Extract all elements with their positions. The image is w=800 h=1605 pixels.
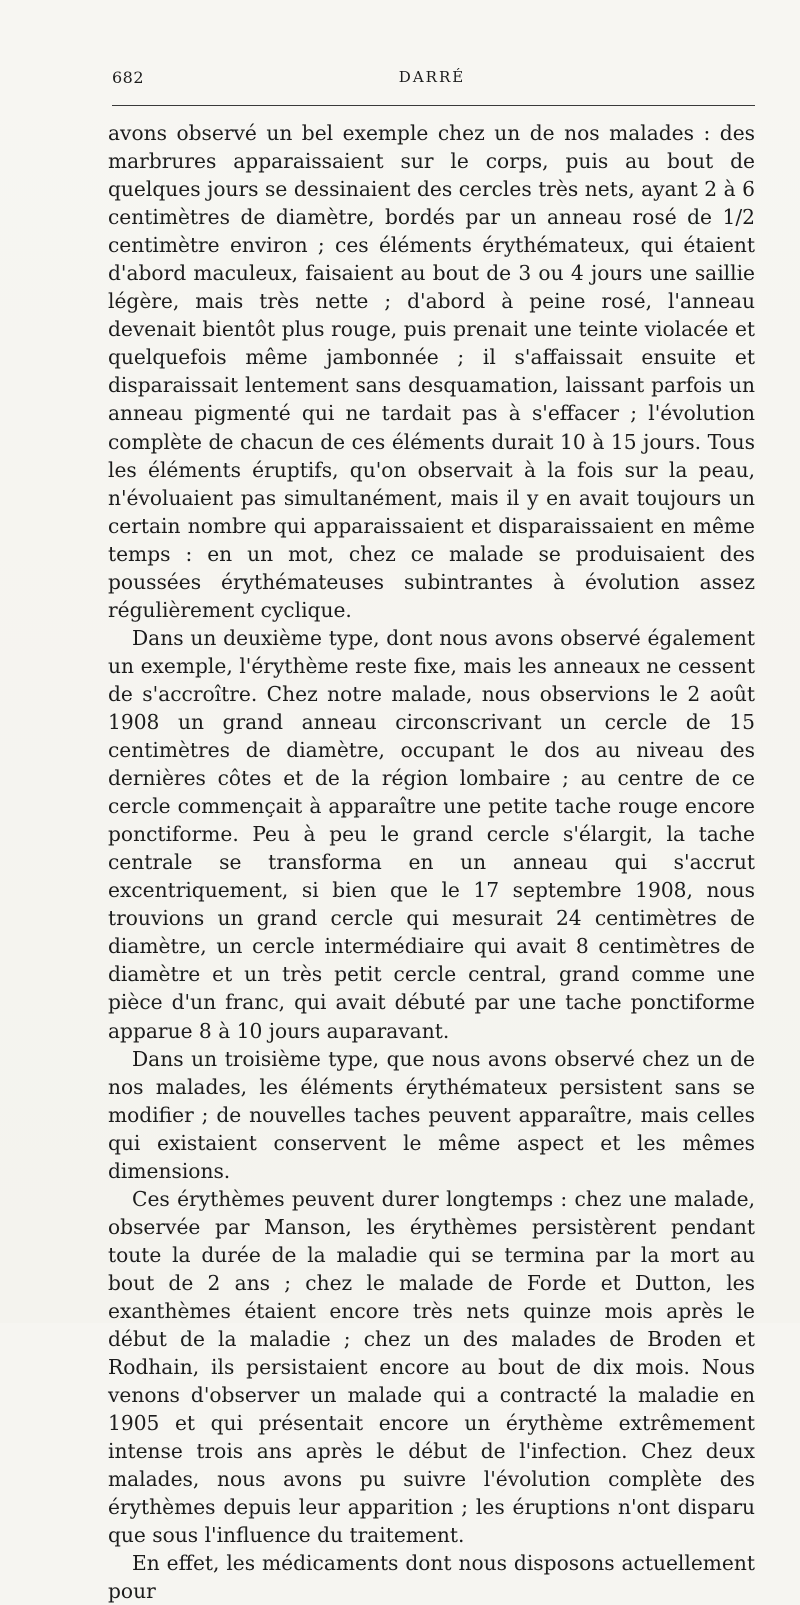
paragraph-4: Ces érythèmes peuvent durer longtemps : chez une malade, observée par Manson, les érythèmes persistèrent pendant toute la durée de la maladie qui se termina par la mort au bout de 2 ans ; chez le malade de Forde et Dutton, les exanthèmes étaient encore très nets quinze mois après le début de la maladie ; chez un des malades de Broden et Rodhain, ils persistaient encore au bout de dix mois. Nous venons d'observer un malade qui a contracté la maladie en 1905 et qui présentait encore un érythème extrêmement intense trois ans après le début de l'infection. Chez deux malades, nous avons pu suivre l'évolution complète des érythèmes depuis leur apparition ; les éruptions n'ont disparu que sous l'influence du traitement. xyxy=(108,1186,755,1548)
paragraph-5: En effet, les médicaments dont nous disposons actuellement pour xyxy=(108,1551,755,1604)
page-header xyxy=(112,68,752,96)
page-number: 682 xyxy=(112,68,145,87)
running-head: DARRÉ xyxy=(398,68,466,86)
paragraph-3: Dans un troisième type, que nous avons observé chez un de nos malades, les éléments érythémateux persistent sans se modifier ; de nouvelles taches peuvent apparaître, mais celles qui existaient conservent le même aspect et les mêmes dimensions. xyxy=(108,1046,755,1183)
paragraph-1: avons observé un bel exemple chez un de nos malades : des marbrures apparaissaient sur le corps, puis au bout de quelques jours se dessinaient des cercles très nets, ayant 2 à 6 centimètres de diamètre, bordés par un anneau rosé de 1/2 centimètre environ ; ces éléments érythémateux, qui étaient d'abord maculeux, faisaient au bout de 3 ou 4 jours une saillie légère, mais très nette ; d'abord à peine rosé, l'anneau devenait bientôt plus rouge, puis prenait une teinte violacée et quelquefois même jambonnée ; il s'affaissait ensuite et disparaissait lentement sans desquamation, laissant parfois un anneau pigmenté qui ne tardait pas à s'effacer ; l'évolution complète de chacun de ces éléments durait 10 à 15 jours. Tous les éléments éruptifs, qu'on observait à la fois sur la peau, n'évoluaient pas simultanément, mais il y en avait toujours un certain nombre qui apparaissaient et disparaissaient en même temps : en un mot, chez ce malade se produisaient des poussées érythémateuses subintrantes à évolution assez régulièrement cyclique. xyxy=(108,121,755,622)
body-text xyxy=(108,119,755,1605)
paragraph-2: Dans un deuxième type, dont nous avons observé également un exemple, l'érythème reste fixe, mais les anneaux ne cessent de s'accroître. Chez notre malade, nous observions le 2 août 1908 un grand anneau circonscrivant un cercle de 15 centimètres de diamètre, occupant le dos au niveau des dernières côtes et de la région lombaire ; au centre de ce cercle commençait à apparaître une petite tache rouge encore ponctiforme. Peu à peu le grand cercle s'élargit, la tache centrale se transforma en un anneau qui s'accrut excentriquement, si bien que le 17 septembre 1908, nous trouvions un grand cercle qui mesurait 24 centimètres de diamètre, un cercle intermédiaire qui avait 8 centimètres de diamètre et un très petit cercle central, grand comme une pièce d'un franc, qui avait débuté par une tache ponctiforme apparue 8 à 10 jours auparavant. xyxy=(108,625,755,1043)
header-rule xyxy=(112,105,755,106)
